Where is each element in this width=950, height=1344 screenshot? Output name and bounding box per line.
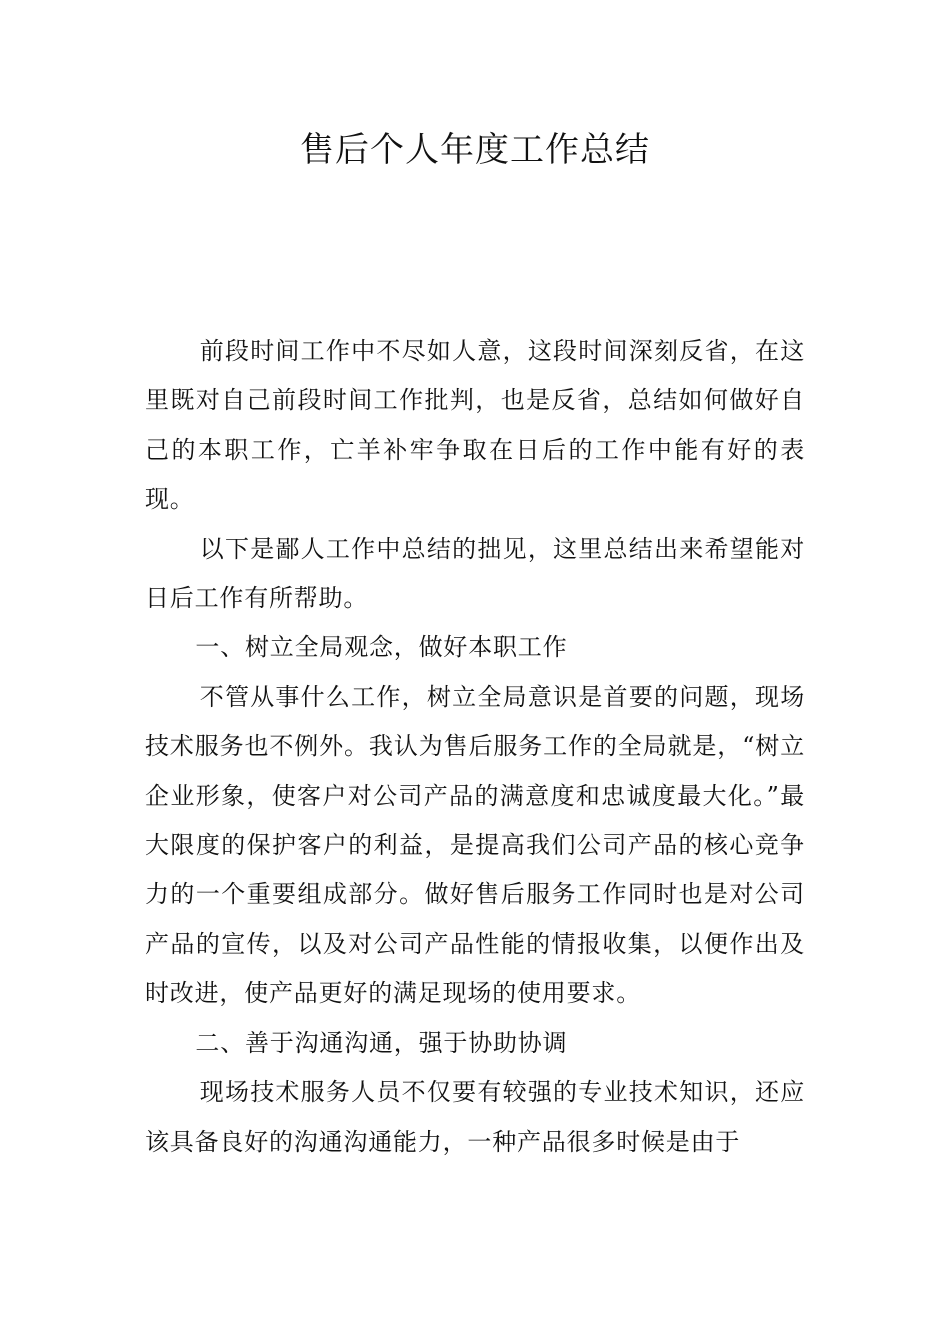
paragraph-section-2: 现场技术服务人员不仅要有较强的专业技术知识，还应该具备良好的沟通沟通能力，一种产品很多时候是由于 [145,1078,805,1156]
document-body [145,327,805,1167]
paragraph-section-1: 不管从事什么工作，树立全局意识是首要的问题，现场技术服务也不例外。我认为售后服务工作的全局就是，“树立企业形象，使客户对公司产品的满意度和忠诚度最大化。”最大限度的保护客户的利益，是提高我们公司产品的核心竞争力的一个重要组成部分。做好售后服务工作同时也是对公司产品的宣传，以及对公司产品性能的情报收集，以便作出及时改进，使产品更好的满足现场的使用要求。 [145,682,805,1008]
paragraph-intro: 前段时间工作中不尽如人意，这段时间深刻反省，在这里既对自己前段时间工作批判，也是反省，总结如何做好自己的本职工作，亡羊补牢争取在日后的工作中能有好的表现。 [145,337,805,514]
document-title: 售后个人年度工作总结 [300,130,650,170]
section-heading-2: 二、善于沟通沟通，强于协助协调 [195,1028,568,1057]
section-heading-1: 一、树立全局观念，做好本职工作 [195,633,568,662]
paragraph-purpose: 以下是鄙人工作中总结的拙见，这里总结出来希望能对日后工作有所帮助。 [145,534,805,613]
